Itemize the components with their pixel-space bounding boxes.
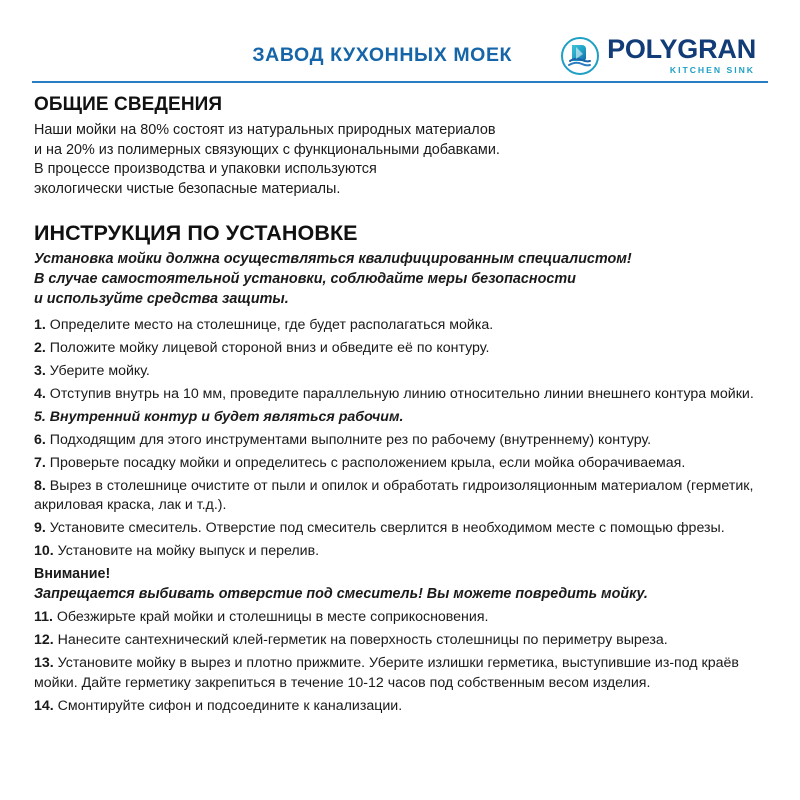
header-content [252,36,768,76]
polygran-logo [560,36,756,76]
step-text: Нанесите сантехнический клей-герметик на поверхность столешницы по периметру выреза. [57,632,668,649]
attention-warning-text: Запрещается выбивать отверстие под смеситель! Вы можете повредить мойку. [34,586,648,603]
step-text: Уберите мойку. [49,362,150,379]
installation-step [34,542,766,561]
attention-heading: Внимание! [34,565,111,582]
page-header [0,0,800,82]
installation-step [34,362,766,381]
general-info-paragraph [34,121,766,199]
step-number: 8. [34,477,50,494]
step-number: 13. [34,655,58,672]
document-body [0,82,800,716]
step-number: 10. [34,542,58,559]
step-text: Установите мойку в вырез и плотно прижмите. Уберите излишки герметика, выступившие из-под краёв мойки. Дайте герметику закрепиться в течение 10-12 часов под собственным весом изделия. [34,655,739,691]
general-line: В процессе производства и упаковки используются [34,161,377,178]
step-number: 3. [34,362,50,379]
step-text: Вырез в столешнице очистите от пыли и опилок и обработать гидроизоляционным материалом (герметик, акриловая краска, лак и т.д.). [34,477,754,513]
logo-wordmark [607,34,756,76]
installation-step [34,408,766,427]
step-number: 4. [34,385,50,402]
installation-step [34,339,766,358]
intro-line: Установка мойки должна осуществляться квалифицированным специалистом! [34,251,632,268]
installation-step [34,316,766,335]
step-text: Смонтируйте сифон и подсоедините к канализации. [57,697,403,714]
step-number: 12. [34,632,58,649]
intro-line: и используйте средства защиты. [34,290,289,307]
step-number: 6. [34,431,50,448]
header-title: ЗАВОД КУХОННЫХ МОЕК [252,44,513,67]
step-number: 11. [34,609,57,626]
step-text: Определите место на столешнице, где будет располагаться мойка. [49,317,494,334]
sink-wave-circle-icon [560,36,600,76]
installation-step [34,385,766,404]
installation-step [34,697,766,716]
installation-steps-list [34,316,766,716]
general-line: Наши мойки на 80% состоят из натуральных природных материалов [34,122,496,138]
step-number: 7. [34,454,50,471]
step-text: Установите на мойку выпуск и перелив. [57,542,320,559]
step-text: Установите смеситель. Отверстие под смеситель сверлится в необходимом месте с помощью фрезы. [49,519,725,536]
installation-step [34,608,766,627]
installation-step [34,431,766,450]
logo-tagline: KITCHEN SINK [669,65,755,76]
step-number: 14. [34,697,58,714]
section-title-general: ОБЩИЕ СВЕДЕНИЯ [34,94,223,115]
step-text: Обезжирьте край мойки и столешницы в месте соприкосновения. [56,609,489,626]
step-text: Подходящим для этого инструментами выполните рез по рабочему (внутреннему) контуру. [49,431,652,448]
logo-brand-name: POLYGRAN [607,34,756,65]
step-number: 1. [34,317,50,334]
step-text: Отступив внутрь на 10 мм, проведите параллельную линию относительно линии внешнего контура мойки. [49,385,754,402]
installation-intro [34,250,766,309]
step-number: 5. [34,408,50,425]
header-divider-rule [32,81,768,83]
step-text: Проверьте посадку мойки и определитесь с расположением крыла, если мойка оборачиваемая. [49,454,686,471]
intro-line: В случае самостоятельной установки, соблюдайте меры безопасности [34,270,576,287]
installation-step [34,519,766,538]
installation-step [34,631,766,650]
general-line: и на 20% из полимерных связующих с функциональными добавками. [34,141,500,158]
section-title-installation: ИНСТРУКЦИЯ ПО УСТАНОВКЕ [34,221,358,246]
general-line: экологически чистые безопасные материалы. [34,180,341,197]
installation-step [34,654,766,693]
step-number: 2. [34,340,50,357]
installation-step [34,454,766,473]
step-text: Внутренний контур и будет являться рабочим. [49,408,404,425]
installation-step [34,477,766,516]
step-number: 9. [34,519,50,536]
step-text: Положите мойку лицевой стороной вниз и обведите её по контуру. [49,340,490,357]
